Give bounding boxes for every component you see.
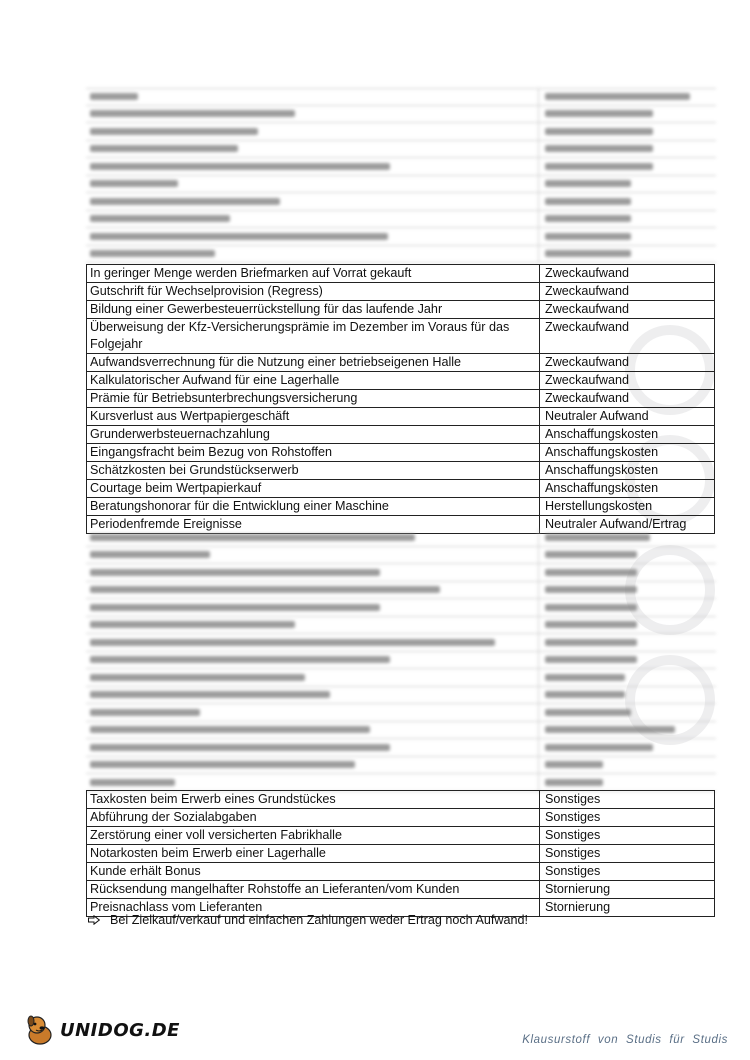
row-item-description: Notarkosten beim Erwerb einer Lagerhalle: [87, 845, 540, 862]
table-row: [87, 354, 714, 372]
row-item-category: Zweckaufwand: [545, 320, 629, 334]
row-item-description: Grunderwerbsteuernachzahlung: [87, 426, 540, 443]
table-row: [87, 498, 714, 516]
table-row: [87, 265, 714, 283]
row-item-category: Zweckaufwand: [545, 266, 629, 280]
row-item-category: Anschaffungskosten: [545, 463, 659, 477]
row-item-description: Preisnachlass vom Lieferanten: [87, 899, 540, 916]
row-item-category: Zweckaufwand: [545, 355, 629, 369]
footnote: [88, 913, 528, 927]
row-item-category: Zweckaufwand: [545, 373, 629, 387]
table-row: [87, 791, 714, 809]
row-item-category: Sonstiges: [545, 792, 601, 806]
row-item-category: Stornierung: [545, 882, 611, 896]
table-row: [87, 845, 714, 863]
row-item-category: Stornierung: [545, 900, 611, 914]
row-item-description: Kursverlust aus Wertpapiergeschäft: [87, 408, 540, 425]
table-row: [87, 319, 714, 354]
row-item-category: Neutraler Aufwand/Ertrag: [545, 517, 687, 531]
table-row: [87, 480, 714, 498]
row-item-description: Zerstörung einer voll versicherten Fabrikhalle: [87, 827, 540, 844]
table-row: [87, 827, 714, 845]
row-item-category: Sonstiges: [545, 828, 601, 842]
table-row: [87, 462, 714, 480]
row-item-description: Taxkosten beim Erwerb eines Grundstückes: [87, 791, 540, 808]
classification-table-top: [86, 264, 715, 534]
row-item-description: Kunde erhält Bonus: [87, 863, 540, 880]
table-row: [87, 408, 714, 426]
row-item-description: In geringer Menge werden Briefmarken auf Vorrat gekauft: [87, 265, 540, 282]
row-item-category: Anschaffungskosten: [545, 445, 659, 459]
dog-icon: [22, 1012, 58, 1048]
arrow-right-outline-icon: [88, 915, 100, 925]
row-item-description: Überweisung der Kfz-Versicherungsprämie im Dezember im Voraus für das Folgejahr: [87, 319, 540, 353]
row-item-description: Schätzkosten bei Grundstückserwerb: [87, 462, 540, 479]
classification-table-bottom: [86, 790, 715, 917]
table-row: [87, 444, 714, 462]
blurred-rows-top: [86, 88, 716, 263]
row-item-category: Herstellungskosten: [545, 499, 653, 513]
row-item-category: Anschaffungskosten: [545, 481, 659, 495]
table-row: [87, 372, 714, 390]
row-item-category: Zweckaufwand: [545, 302, 629, 316]
row-item-category: Zweckaufwand: [545, 284, 629, 298]
footer-tagline: Klausurstoff von Studis für Studis: [522, 1034, 728, 1046]
table-row: [87, 863, 714, 881]
table-row: [87, 390, 714, 408]
row-item-description: Prämie für Betriebsunterbrechungsversicherung: [87, 390, 540, 407]
row-item-category: Sonstiges: [545, 864, 601, 878]
row-item-description: Abführung der Sozialabgaben: [87, 809, 540, 826]
row-item-category: Sonstiges: [545, 846, 601, 860]
logo-text: UNIDOG.DE: [60, 1019, 180, 1041]
row-item-description: Periodenfremde Ereignisse: [87, 516, 540, 533]
table-row: [87, 809, 714, 827]
row-item-description: Beratungshonorar für die Entwicklung einer Maschine: [87, 498, 540, 515]
table-row: [87, 301, 714, 319]
unidog-logo: [22, 1012, 180, 1048]
row-item-description: Rücksendung mangelhafter Rohstoffe an Lieferanten/vom Kunden: [87, 881, 540, 898]
row-item-description: Courtage beim Wertpapierkauf: [87, 480, 540, 497]
blurred-rows-middle: [86, 529, 716, 792]
table-row: [87, 283, 714, 301]
row-item-description: Bildung einer Gewerbesteuerrückstellung für das laufende Jahr: [87, 301, 540, 318]
row-item-category: Sonstiges: [545, 810, 601, 824]
table-row: [87, 426, 714, 444]
row-item-category: Zweckaufwand: [545, 391, 629, 405]
table-row: [87, 881, 714, 899]
row-item-description: Kalkulatorischer Aufwand für eine Lagerhalle: [87, 372, 540, 389]
row-item-description: Eingangsfracht beim Bezug von Rohstoffen: [87, 444, 540, 461]
row-item-description: Aufwandsverrechnung für die Nutzung einer betriebseigenen Halle: [87, 354, 540, 371]
row-item-category: Anschaffungskosten: [545, 427, 659, 441]
row-item-description: Gutschrift für Wechselprovision (Regress): [87, 283, 540, 300]
footnote-text: Bei Zielkauf/verkauf und einfachen Zahlungen weder Ertrag noch Aufwand!: [110, 913, 528, 927]
row-item-category: Neutraler Aufwand: [545, 409, 649, 423]
